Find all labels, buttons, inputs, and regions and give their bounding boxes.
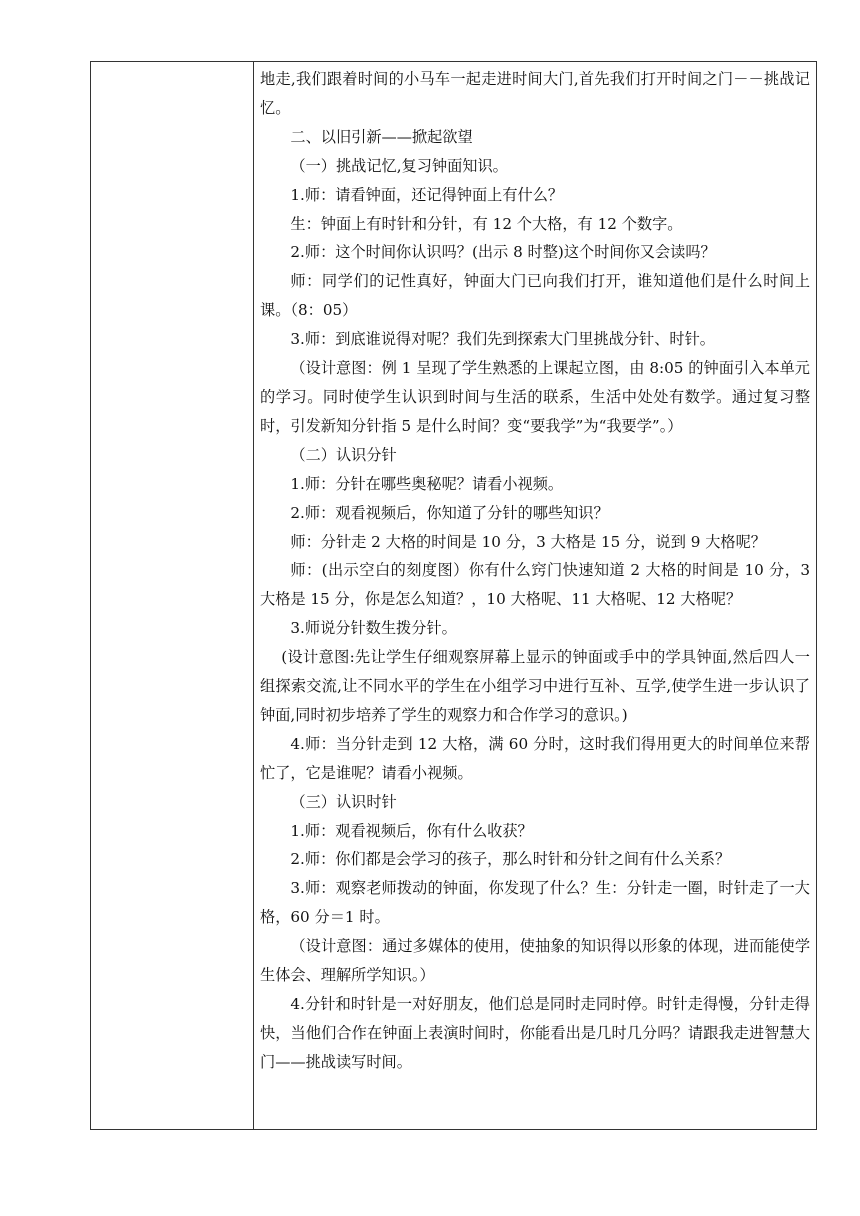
paragraph: 3.师说分针数生拨分针。	[290, 619, 457, 638]
lesson-table	[90, 61, 817, 1130]
paragraph: 生：钟面上有时针和分针，有 12 个大格，有 12 个数字。	[290, 214, 683, 233]
paragraph: 1.师：观看视频后，你有什么收获？	[290, 821, 533, 840]
paragraph: 1.师：分针在哪些奥秘呢？请看小视频。	[290, 474, 564, 493]
paragraph: 1.师：请看钟面，还记得钟面上有什么？	[290, 185, 564, 204]
paragraph: 2.师：观看视频后，你知道了分针的哪些知识？	[290, 503, 609, 522]
paragraph: （设计意图：例 1 呈现了学生熟悉的上课起立图，由 8:05 的钟面引入本单元的学习。同时使学生认识到时间与生活的联系，生活中处处有数学。通过复习整时，引发新知分针指 5 是什么时间？变“要我学”为“我要学”。）	[260, 359, 810, 435]
paragraph: 2.师：这个时间你认识吗？(出示 8 时整)这个时间你又会读吗？	[290, 243, 716, 262]
paragraph: 师：(出示空白的刻度图）你有什么窍门快速知道 2 大格的时间是 10 分，3 大格是 15 分，你是怎么知道？，10 大格呢、11 大格呢、12 大格呢？	[260, 561, 810, 609]
paragraph: 二、以旧引新——掀起欲望	[290, 127, 473, 146]
paragraph: 师：分针走 2 大格的时间是 10 分，3 大格是 15 分，说到 9 大格呢？	[290, 532, 766, 551]
paragraph: 4.分针和时针是一对好朋友，他们总是同时走同时停。时针走得慢，分针走得快，当他们合作在钟面上表演时间时，你能看出是几时几分吗？请跟我走进智慧大门——挑战读写时间。	[260, 995, 810, 1071]
paragraph: 3.师：到底谁说得对呢？我们先到探索大门里挑战分针、时针。	[290, 330, 715, 349]
paragraph: (设计意图:先让学生仔细观察屏幕上显示的钟面或手中的学具钟面,然后四人一组探索交流,让不同水平的学生在小组学习中进行互补、互学,使学生进一步认识了钟面,同时初步培养了学生的观察力和合作学习的意识。)	[260, 648, 810, 724]
paragraph: 3.师：观察老师拨动的钟面，你发现了什么？生：分针走一圈，时针走了一大格，60 分＝1 时。	[260, 879, 810, 927]
table-content-cell	[254, 62, 816, 1129]
paragraph: 2.师：你们都是会学习的孩子，那么时针和分针之间有什么关系？	[290, 850, 731, 869]
paragraph: （三）认识时针	[290, 792, 397, 811]
paragraph: （二）认识分针	[290, 445, 397, 464]
paragraph: 师：同学们的记性真好，钟面大门已向我们打开，谁知道他们是什么时间上课。（8：05）	[260, 272, 810, 320]
table-left-column	[91, 62, 254, 1129]
paragraph: （设计意图：通过多媒体的使用，使抽象的知识得以形象的体现，进而能使学生体会、理解所学知识。）	[260, 937, 810, 985]
paragraph: （一）挑战记忆,复习钟面知识。	[290, 156, 508, 175]
paragraph: 地走,我们跟着时间的小马车一起走进时间大门,首先我们打开时间之门－－挑战记忆。	[260, 70, 810, 117]
paragraph: 4.师：当分针走到 12 大格，满 60 分时，这时我们得用更大的时间单位来帮忙了，它是谁呢？请看小视频。	[260, 734, 810, 782]
